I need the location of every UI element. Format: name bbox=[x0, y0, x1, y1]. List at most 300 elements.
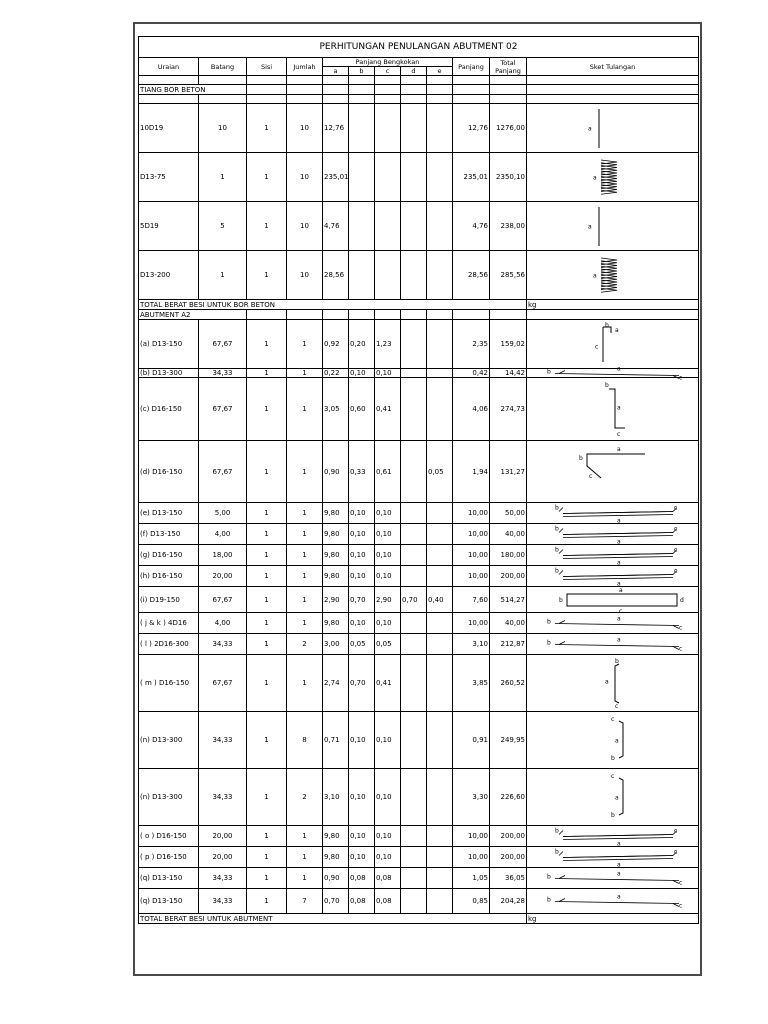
panjang-cell: 10,00 bbox=[453, 566, 490, 587]
jumlah-cell: 1 bbox=[287, 320, 323, 369]
d-cell bbox=[401, 378, 427, 441]
e-cell bbox=[427, 868, 453, 889]
svg-text:a: a bbox=[616, 615, 621, 622]
d-cell bbox=[401, 104, 427, 153]
d-cell bbox=[401, 634, 427, 655]
d-cell bbox=[401, 441, 427, 503]
section-title: TIANG BOR BETON bbox=[139, 85, 247, 95]
d-cell bbox=[401, 712, 427, 769]
e-cell bbox=[427, 524, 453, 545]
header-uraian: Uraian bbox=[139, 58, 199, 76]
batang-cell: 20,00 bbox=[199, 566, 247, 587]
b-cell: 0,33 bbox=[349, 441, 375, 503]
header-panjang: Panjang bbox=[453, 58, 490, 76]
b-cell: 0,10 bbox=[349, 613, 375, 634]
header-c: c bbox=[375, 67, 401, 76]
svg-text:b: b bbox=[554, 504, 559, 511]
total-row bbox=[139, 300, 699, 310]
batang-cell: 5 bbox=[199, 202, 247, 251]
panjang-cell: 28,56 bbox=[453, 251, 490, 300]
sisi-cell: 1 bbox=[247, 104, 287, 153]
e-cell bbox=[427, 847, 453, 868]
svg-text:b: b bbox=[554, 827, 559, 834]
panjang-cell: 3,30 bbox=[453, 769, 490, 826]
sisi-cell: 1 bbox=[247, 847, 287, 868]
sketch-cell bbox=[527, 441, 699, 503]
svg-text:b: b bbox=[546, 896, 551, 903]
panjang-cell: 1,05 bbox=[453, 868, 490, 889]
b-cell: 0,20 bbox=[349, 320, 375, 369]
panjang-cell: 3,10 bbox=[453, 634, 490, 655]
panjang-cell: 10,00 bbox=[453, 847, 490, 868]
uraian-cell: (a) D13-150 bbox=[139, 320, 199, 369]
svg-text:a: a bbox=[616, 580, 621, 587]
d-cell bbox=[401, 868, 427, 889]
svg-text:b: b bbox=[610, 754, 615, 762]
sisi-cell: 1 bbox=[247, 369, 287, 378]
rebar-sketch-horiz-hooks-small bbox=[533, 869, 693, 888]
rebar-sketch-horiz-hooks-small bbox=[533, 614, 693, 633]
section-title-row bbox=[139, 85, 699, 95]
uraian-cell: D13-200 bbox=[139, 251, 199, 300]
uraian-cell: (q) D13-150 bbox=[139, 889, 199, 914]
batang-cell: 67,67 bbox=[199, 587, 247, 613]
rebar-sketch-straight-vertical bbox=[533, 105, 693, 152]
batang-cell: 10 bbox=[199, 104, 247, 153]
svg-text:a: a bbox=[616, 870, 621, 877]
batang-cell: 18,00 bbox=[199, 545, 247, 566]
total-cell: 50,00 bbox=[490, 503, 527, 524]
c-cell: 0,08 bbox=[375, 889, 401, 914]
c-cell: 2,90 bbox=[375, 587, 401, 613]
e-cell bbox=[427, 545, 453, 566]
sisi-cell: 1 bbox=[247, 587, 287, 613]
batang-cell: 67,67 bbox=[199, 320, 247, 369]
batang-cell: 34,33 bbox=[199, 369, 247, 378]
svg-text:b: b bbox=[554, 525, 559, 532]
svg-text:c: c bbox=[673, 546, 677, 553]
svg-text:b: b bbox=[554, 546, 559, 553]
rebar-sketch-horiz-hooks bbox=[533, 848, 693, 867]
rebar-sketch-rect bbox=[533, 586, 693, 615]
b-cell bbox=[349, 153, 375, 202]
total-cell: 40,00 bbox=[490, 524, 527, 545]
panjang-cell: 0,85 bbox=[453, 889, 490, 914]
panjang-cell: 10,00 bbox=[453, 545, 490, 566]
total-label: TOTAL BERAT BESI UNTUK BOR BETON bbox=[139, 300, 527, 310]
rebar-sketch-horiz-hooks-small bbox=[533, 635, 693, 654]
c-cell: 0,10 bbox=[375, 712, 401, 769]
svg-text:c: c bbox=[673, 827, 677, 834]
total-cell: 260,52 bbox=[490, 655, 527, 712]
a-cell: 0,90 bbox=[323, 868, 349, 889]
uraian-cell: ( m ) D16-150 bbox=[139, 655, 199, 712]
c-cell bbox=[375, 104, 401, 153]
table-row bbox=[139, 251, 699, 300]
b-cell bbox=[349, 251, 375, 300]
b-cell bbox=[349, 202, 375, 251]
a-cell: 4,76 bbox=[323, 202, 349, 251]
table-row bbox=[139, 613, 699, 634]
total-label: TOTAL BERAT BESI UNTUK ABUTMENT bbox=[139, 914, 527, 924]
d-cell bbox=[401, 320, 427, 369]
sketch-cell bbox=[527, 503, 699, 524]
sketch-cell bbox=[527, 566, 699, 587]
panjang-cell: 1,94 bbox=[453, 441, 490, 503]
a-cell: 9,80 bbox=[323, 503, 349, 524]
table-row bbox=[139, 320, 699, 369]
total-cell: 238,00 bbox=[490, 202, 527, 251]
jumlah-cell: 10 bbox=[287, 251, 323, 300]
sketch-cell bbox=[527, 524, 699, 545]
sketch-cell bbox=[527, 104, 699, 153]
header-b: b bbox=[349, 67, 375, 76]
sisi-cell: 1 bbox=[247, 826, 287, 847]
total-cell: 226,60 bbox=[490, 769, 527, 826]
uraian-cell: (i) D19-150 bbox=[139, 587, 199, 613]
rebar-sketch-horiz-hooks-small bbox=[533, 365, 693, 381]
header-a: a bbox=[323, 67, 349, 76]
total-row bbox=[139, 914, 699, 924]
b-cell: 0,10 bbox=[349, 712, 375, 769]
d-cell bbox=[401, 545, 427, 566]
header-sket: Sket Tulangan bbox=[527, 58, 699, 76]
svg-text:c: c bbox=[673, 504, 677, 511]
svg-text:c: c bbox=[678, 879, 682, 886]
b-cell: 0,10 bbox=[349, 769, 375, 826]
table-row bbox=[139, 769, 699, 826]
svg-text:c: c bbox=[673, 567, 677, 574]
sisi-cell: 1 bbox=[247, 524, 287, 545]
svg-text:a: a bbox=[618, 586, 623, 594]
svg-text:c: c bbox=[614, 702, 618, 710]
rebar-table bbox=[138, 36, 699, 924]
sketch-cell bbox=[527, 712, 699, 769]
c-cell: 0,10 bbox=[375, 613, 401, 634]
sketch-cell bbox=[527, 613, 699, 634]
total-unit: kg bbox=[527, 914, 699, 924]
c-cell: 0,10 bbox=[375, 503, 401, 524]
sketch-cell bbox=[527, 545, 699, 566]
table-row bbox=[139, 202, 699, 251]
table-row bbox=[139, 634, 699, 655]
a-cell: 9,80 bbox=[323, 524, 349, 545]
a-cell: 12,76 bbox=[323, 104, 349, 153]
sisi-cell: 1 bbox=[247, 868, 287, 889]
a-cell: 3,05 bbox=[323, 378, 349, 441]
sketch-cell bbox=[527, 634, 699, 655]
rebar-sketch-vert-hooks-right bbox=[533, 713, 693, 768]
batang-cell: 4,00 bbox=[199, 613, 247, 634]
jumlah-cell: 1 bbox=[287, 868, 323, 889]
uraian-cell: ( o ) D16-150 bbox=[139, 826, 199, 847]
svg-text:c: c bbox=[678, 374, 682, 381]
svg-text:c: c bbox=[673, 848, 677, 855]
total-cell: 1276,00 bbox=[490, 104, 527, 153]
svg-text:b: b bbox=[604, 321, 609, 329]
svg-text:b: b bbox=[546, 618, 551, 625]
table-row bbox=[139, 503, 699, 524]
batang-cell: 34,33 bbox=[199, 889, 247, 914]
d-cell bbox=[401, 613, 427, 634]
table-row bbox=[139, 847, 699, 868]
d-cell bbox=[401, 847, 427, 868]
b-cell: 0,60 bbox=[349, 378, 375, 441]
uraian-cell: (d) D16-150 bbox=[139, 441, 199, 503]
e-cell bbox=[427, 320, 453, 369]
svg-text:c: c bbox=[673, 525, 677, 532]
total-cell: 40,00 bbox=[490, 613, 527, 634]
sisi-cell: 1 bbox=[247, 202, 287, 251]
jumlah-cell: 8 bbox=[287, 712, 323, 769]
b-cell: 0,10 bbox=[349, 545, 375, 566]
c-cell: 0,41 bbox=[375, 378, 401, 441]
panjang-cell: 10,00 bbox=[453, 826, 490, 847]
svg-text:a: a bbox=[587, 125, 592, 132]
header-bengkokan: Panjang Bengkokan bbox=[323, 58, 453, 67]
e-cell bbox=[427, 251, 453, 300]
table-row bbox=[139, 441, 699, 503]
e-cell bbox=[427, 378, 453, 441]
total-cell: 131,27 bbox=[490, 441, 527, 503]
rebar-sketch-z-vertical bbox=[533, 379, 693, 440]
svg-text:c: c bbox=[616, 430, 620, 438]
jumlah-cell: 1 bbox=[287, 524, 323, 545]
d-cell bbox=[401, 655, 427, 712]
b-cell: 0,10 bbox=[349, 503, 375, 524]
b-cell bbox=[349, 104, 375, 153]
panjang-cell: 4,06 bbox=[453, 378, 490, 441]
sketch-cell bbox=[527, 769, 699, 826]
svg-text:a: a bbox=[616, 517, 621, 524]
uraian-cell: ( j & k ) 4D16 bbox=[139, 613, 199, 634]
svg-text:b: b bbox=[546, 639, 551, 646]
jumlah-cell: 1 bbox=[287, 826, 323, 847]
d-cell bbox=[401, 889, 427, 914]
svg-text:a: a bbox=[614, 737, 619, 744]
c-cell: 0,41 bbox=[375, 655, 401, 712]
jumlah-cell: 2 bbox=[287, 634, 323, 655]
svg-text:b: b bbox=[614, 657, 619, 665]
jumlah-cell: 1 bbox=[287, 441, 323, 503]
c-cell: 0,10 bbox=[375, 847, 401, 868]
jumlah-cell: 1 bbox=[287, 613, 323, 634]
e-cell bbox=[427, 712, 453, 769]
c-cell: 1,23 bbox=[375, 320, 401, 369]
svg-text:b: b bbox=[604, 381, 609, 389]
table-row bbox=[139, 712, 699, 769]
svg-text:a: a bbox=[616, 840, 621, 847]
svg-text:a: a bbox=[616, 559, 621, 566]
a-cell: 28,56 bbox=[323, 251, 349, 300]
total-cell: 200,00 bbox=[490, 826, 527, 847]
c-cell: 0,10 bbox=[375, 545, 401, 566]
e-cell: 0,40 bbox=[427, 587, 453, 613]
batang-cell: 1 bbox=[199, 153, 247, 202]
e-cell bbox=[427, 634, 453, 655]
batang-cell: 34,33 bbox=[199, 712, 247, 769]
b-cell: 0,10 bbox=[349, 369, 375, 378]
sisi-cell: 1 bbox=[247, 634, 287, 655]
d-cell bbox=[401, 503, 427, 524]
header-total-panjang: Total Panjang bbox=[490, 58, 527, 76]
total-cell: 14,42 bbox=[490, 369, 527, 378]
batang-cell: 5,00 bbox=[199, 503, 247, 524]
b-cell: 0,70 bbox=[349, 655, 375, 712]
b-cell: 0,10 bbox=[349, 524, 375, 545]
sisi-cell: 1 bbox=[247, 251, 287, 300]
rebar-sketch-horiz-hooks-small bbox=[533, 890, 693, 913]
batang-cell: 34,33 bbox=[199, 634, 247, 655]
rebar-sketch-vert-hooks-right bbox=[533, 770, 693, 825]
svg-text:b: b bbox=[558, 596, 563, 604]
jumlah-cell: 1 bbox=[287, 503, 323, 524]
d-cell bbox=[401, 251, 427, 300]
b-cell: 0,08 bbox=[349, 868, 375, 889]
e-cell bbox=[427, 202, 453, 251]
header-sisi: Sisi bbox=[247, 58, 287, 76]
svg-text:c: c bbox=[618, 607, 622, 615]
total-cell: 285,56 bbox=[490, 251, 527, 300]
a-cell: 9,80 bbox=[323, 826, 349, 847]
jumlah-cell: 1 bbox=[287, 655, 323, 712]
e-cell bbox=[427, 503, 453, 524]
svg-text:b: b bbox=[546, 873, 551, 880]
a-cell: 9,80 bbox=[323, 613, 349, 634]
header-jumlah: Jumlah bbox=[287, 58, 323, 76]
page-title: PERHITUNGAN PENULANGAN ABUTMENT 02 bbox=[139, 37, 699, 58]
svg-text:c: c bbox=[594, 343, 598, 350]
a-cell: 0,92 bbox=[323, 320, 349, 369]
svg-text:b: b bbox=[554, 848, 559, 855]
panjang-cell: 10,00 bbox=[453, 503, 490, 524]
sisi-cell: 1 bbox=[247, 441, 287, 503]
batang-cell: 67,67 bbox=[199, 441, 247, 503]
panjang-cell: 10,00 bbox=[453, 524, 490, 545]
sketch-cell bbox=[527, 365, 699, 381]
jumlah-cell: 1 bbox=[287, 369, 323, 378]
total-cell: 204,28 bbox=[490, 889, 527, 914]
table-row bbox=[139, 104, 699, 153]
sisi-cell: 1 bbox=[247, 889, 287, 914]
svg-text:b: b bbox=[554, 567, 559, 574]
rebar-sketch-horiz-hooks bbox=[533, 525, 693, 544]
jumlah-cell: 1 bbox=[287, 545, 323, 566]
a-cell: 0,90 bbox=[323, 441, 349, 503]
panjang-cell: 4,76 bbox=[453, 202, 490, 251]
sisi-cell: 1 bbox=[247, 320, 287, 369]
batang-cell: 20,00 bbox=[199, 847, 247, 868]
c-cell: 0,05 bbox=[375, 634, 401, 655]
sisi-cell: 1 bbox=[247, 378, 287, 441]
batang-cell: 34,33 bbox=[199, 868, 247, 889]
sketch-cell bbox=[527, 889, 699, 914]
b-cell: 0,05 bbox=[349, 634, 375, 655]
uraian-cell: ( l ) 2D16-300 bbox=[139, 634, 199, 655]
batang-cell: 67,67 bbox=[199, 378, 247, 441]
table-row bbox=[139, 566, 699, 587]
e-cell bbox=[427, 369, 453, 378]
svg-text:a: a bbox=[614, 794, 619, 801]
svg-text:c: c bbox=[588, 472, 592, 480]
c-cell: 0,10 bbox=[375, 826, 401, 847]
table-row bbox=[139, 369, 699, 378]
total-cell: 36,05 bbox=[490, 868, 527, 889]
svg-text:c: c bbox=[610, 772, 614, 780]
e-cell bbox=[427, 826, 453, 847]
table-row bbox=[139, 587, 699, 613]
jumlah-cell: 2 bbox=[287, 769, 323, 826]
table-row bbox=[139, 889, 699, 914]
panjang-cell: 7,60 bbox=[453, 587, 490, 613]
svg-text:a: a bbox=[616, 365, 621, 372]
svg-text:b: b bbox=[546, 368, 551, 375]
svg-text:a: a bbox=[616, 445, 621, 453]
table-row bbox=[139, 524, 699, 545]
sisi-cell: 1 bbox=[247, 545, 287, 566]
svg-text:c: c bbox=[610, 715, 614, 723]
svg-text:a: a bbox=[616, 893, 621, 900]
b-cell: 0,70 bbox=[349, 587, 375, 613]
batang-cell: 4,00 bbox=[199, 524, 247, 545]
jumlah-cell: 7 bbox=[287, 889, 323, 914]
table-row bbox=[139, 868, 699, 889]
table-row bbox=[139, 153, 699, 202]
panjang-cell: 3,85 bbox=[453, 655, 490, 712]
sketch-cell bbox=[527, 153, 699, 202]
table-row bbox=[139, 826, 699, 847]
a-cell: 9,80 bbox=[323, 545, 349, 566]
table-row bbox=[139, 545, 699, 566]
rebar-sketch-hook-top bbox=[533, 321, 693, 368]
total-cell: 200,00 bbox=[490, 566, 527, 587]
batang-cell: 34,33 bbox=[199, 769, 247, 826]
total-cell: 200,00 bbox=[490, 847, 527, 868]
d-cell bbox=[401, 369, 427, 378]
c-cell: 0,10 bbox=[375, 566, 401, 587]
panjang-cell: 0,42 bbox=[453, 369, 490, 378]
panjang-cell: 10,00 bbox=[453, 613, 490, 634]
jumlah-cell: 1 bbox=[287, 847, 323, 868]
a-cell: 0,22 bbox=[323, 369, 349, 378]
uraian-cell: (g) D16-150 bbox=[139, 545, 199, 566]
d-cell bbox=[401, 524, 427, 545]
uraian-cell: (n) D13-300 bbox=[139, 712, 199, 769]
jumlah-cell: 1 bbox=[287, 378, 323, 441]
d-cell bbox=[401, 769, 427, 826]
e-cell bbox=[427, 566, 453, 587]
jumlah-cell: 10 bbox=[287, 104, 323, 153]
uraian-cell: (c) D16-150 bbox=[139, 378, 199, 441]
svg-text:a: a bbox=[592, 272, 597, 279]
e-cell bbox=[427, 104, 453, 153]
svg-text:c: c bbox=[678, 645, 682, 652]
header-e: e bbox=[427, 67, 453, 76]
total-cell: 212,87 bbox=[490, 634, 527, 655]
batang-cell: 20,00 bbox=[199, 826, 247, 847]
a-cell: 3,10 bbox=[323, 769, 349, 826]
c-cell: 0,08 bbox=[375, 868, 401, 889]
rebar-sketch-horiz-hooks bbox=[533, 504, 693, 523]
sisi-cell: 1 bbox=[247, 769, 287, 826]
c-cell: 0,10 bbox=[375, 524, 401, 545]
uraian-cell: 5D19 bbox=[139, 202, 199, 251]
d-cell bbox=[401, 566, 427, 587]
d-cell bbox=[401, 826, 427, 847]
b-cell: 0,10 bbox=[349, 847, 375, 868]
a-cell: 3,00 bbox=[323, 634, 349, 655]
a-cell: 9,80 bbox=[323, 566, 349, 587]
